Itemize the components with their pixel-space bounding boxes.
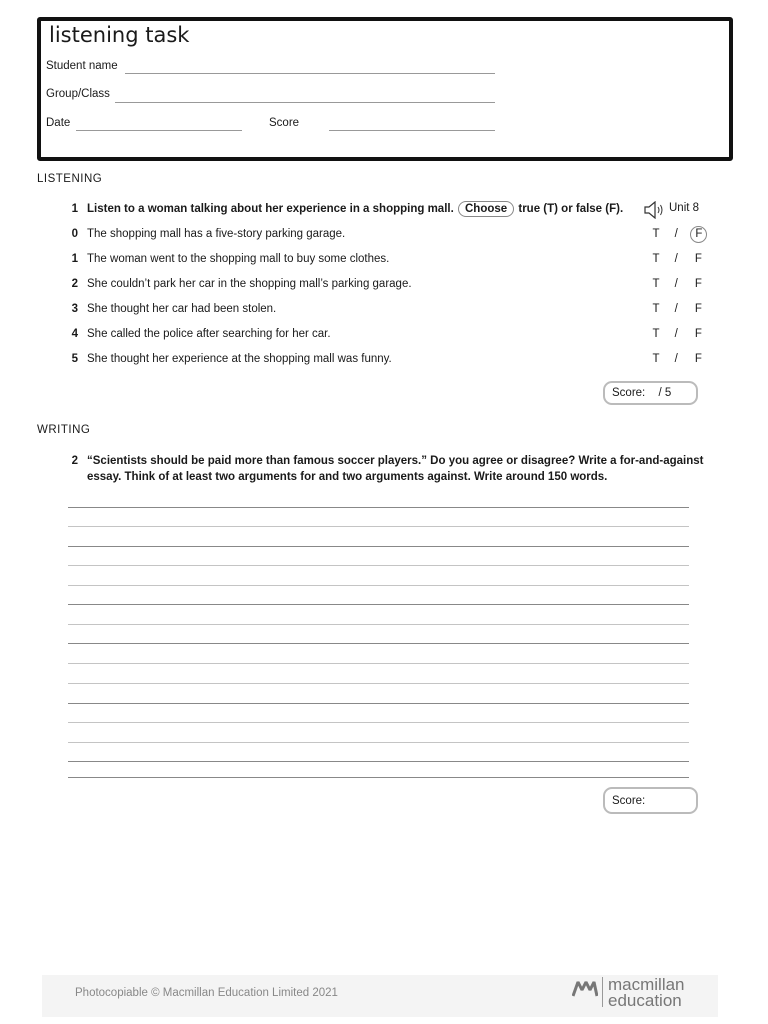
true-false-options: T / F — [650, 226, 707, 243]
student-name-label: Student name — [46, 60, 118, 72]
false-option[interactable]: F — [694, 303, 702, 315]
writing-line[interactable] — [68, 624, 689, 625]
logo-text-education: education — [608, 991, 682, 1010]
item-number: 4 — [71, 328, 78, 340]
copyright-notice: Photocopiable © Macmillan Education Limited 2021 — [75, 987, 338, 999]
true-false-options: T / F — [650, 303, 706, 315]
item-text: She called the police after searching for her car. — [87, 328, 331, 340]
writing-line[interactable] — [68, 722, 689, 723]
item-text: She couldn’t park her car in the shopping mall’s parking garage. — [87, 278, 412, 290]
instruction-text-end: true (T) or false (F). — [518, 203, 624, 215]
score-field[interactable] — [329, 130, 495, 131]
writing-line[interactable] — [68, 742, 689, 743]
writing-line[interactable] — [68, 565, 689, 566]
date-label: Date — [46, 117, 71, 129]
item-number: 0 — [71, 228, 78, 240]
instruction-text: Listen to a woman talking about her experience in a shopping mall. — [87, 203, 454, 215]
writing-score-box[interactable] — [603, 787, 698, 814]
true-false-options: T / F — [650, 353, 706, 365]
writing-line[interactable] — [68, 507, 689, 508]
true-option[interactable]: T — [652, 253, 660, 265]
listening-score-box[interactable] — [603, 381, 698, 405]
writing-line[interactable] — [68, 761, 689, 762]
true-false-options: T / F — [650, 253, 706, 265]
writing-line[interactable] — [68, 683, 689, 684]
true-option[interactable]: T — [652, 328, 660, 340]
page-title: listening task — [49, 23, 190, 47]
listening-section-heading: LISTENING — [37, 173, 103, 185]
false-option[interactable]: F — [694, 328, 702, 340]
writing-prompt-line-2: essay. Think of at least two arguments for and two arguments against. Write around 150 words. — [87, 471, 608, 483]
writing-line[interactable] — [68, 546, 689, 547]
group-class-label: Group/Class — [46, 88, 110, 100]
group-class-field[interactable] — [115, 102, 495, 103]
item-number: 3 — [71, 303, 78, 315]
true-false-options: T / F — [650, 328, 706, 340]
item-number: 1 — [71, 253, 78, 265]
item-text: She thought her car had been stolen. — [87, 303, 277, 315]
false-option[interactable]: F — [694, 278, 702, 290]
score-label: Score: — [612, 387, 646, 399]
score-label: Score: — [612, 795, 646, 807]
true-false-options: T / F — [650, 278, 706, 290]
choose-highlight: Choose — [458, 201, 514, 217]
true-option[interactable]: T — [652, 303, 660, 315]
student-name-field[interactable] — [125, 73, 495, 74]
macmillan-mark-icon — [572, 979, 598, 997]
listening-instruction — [87, 199, 623, 217]
writing-line[interactable] — [68, 663, 689, 664]
item-text: She thought her experience at the shopping mall was funny. — [87, 353, 392, 365]
date-field[interactable] — [76, 130, 242, 131]
writing-section-heading: WRITING — [37, 424, 91, 436]
score-label: Score — [269, 117, 300, 129]
false-option[interactable]: F — [694, 353, 702, 365]
logo-text-macmillan: macmillan — [608, 975, 685, 994]
writing-line[interactable] — [68, 777, 689, 778]
true-option[interactable]: T — [652, 228, 660, 240]
item-number: 5 — [71, 353, 78, 365]
false-option[interactable]: F — [694, 253, 702, 265]
item-number: 2 — [71, 278, 78, 290]
logo-divider — [602, 977, 603, 1007]
audio-unit-label: Unit 8 — [669, 202, 700, 214]
question-number: 2 — [71, 455, 78, 467]
item-text: The woman went to the shopping mall to buy some clothes. — [87, 253, 390, 265]
writing-prompt-line-1: “Scientists should be paid more than famous soccer players.” Do you agree or disagree? Write a for-and-against — [87, 455, 704, 467]
student-info-box — [37, 17, 733, 161]
writing-line[interactable] — [68, 585, 689, 586]
score-total: / 5 — [658, 387, 672, 399]
writing-line[interactable] — [68, 526, 689, 527]
audio-speaker-icon[interactable] — [643, 201, 667, 224]
writing-line[interactable] — [68, 643, 689, 644]
question-number: 1 — [71, 203, 78, 215]
writing-line[interactable] — [68, 604, 689, 605]
writing-line[interactable] — [68, 703, 689, 704]
true-option[interactable]: T — [652, 278, 660, 290]
item-text: The shopping mall has a five-story parking garage. — [87, 228, 346, 240]
true-option[interactable]: T — [652, 353, 660, 365]
false-option-circled[interactable]: F — [690, 226, 707, 243]
